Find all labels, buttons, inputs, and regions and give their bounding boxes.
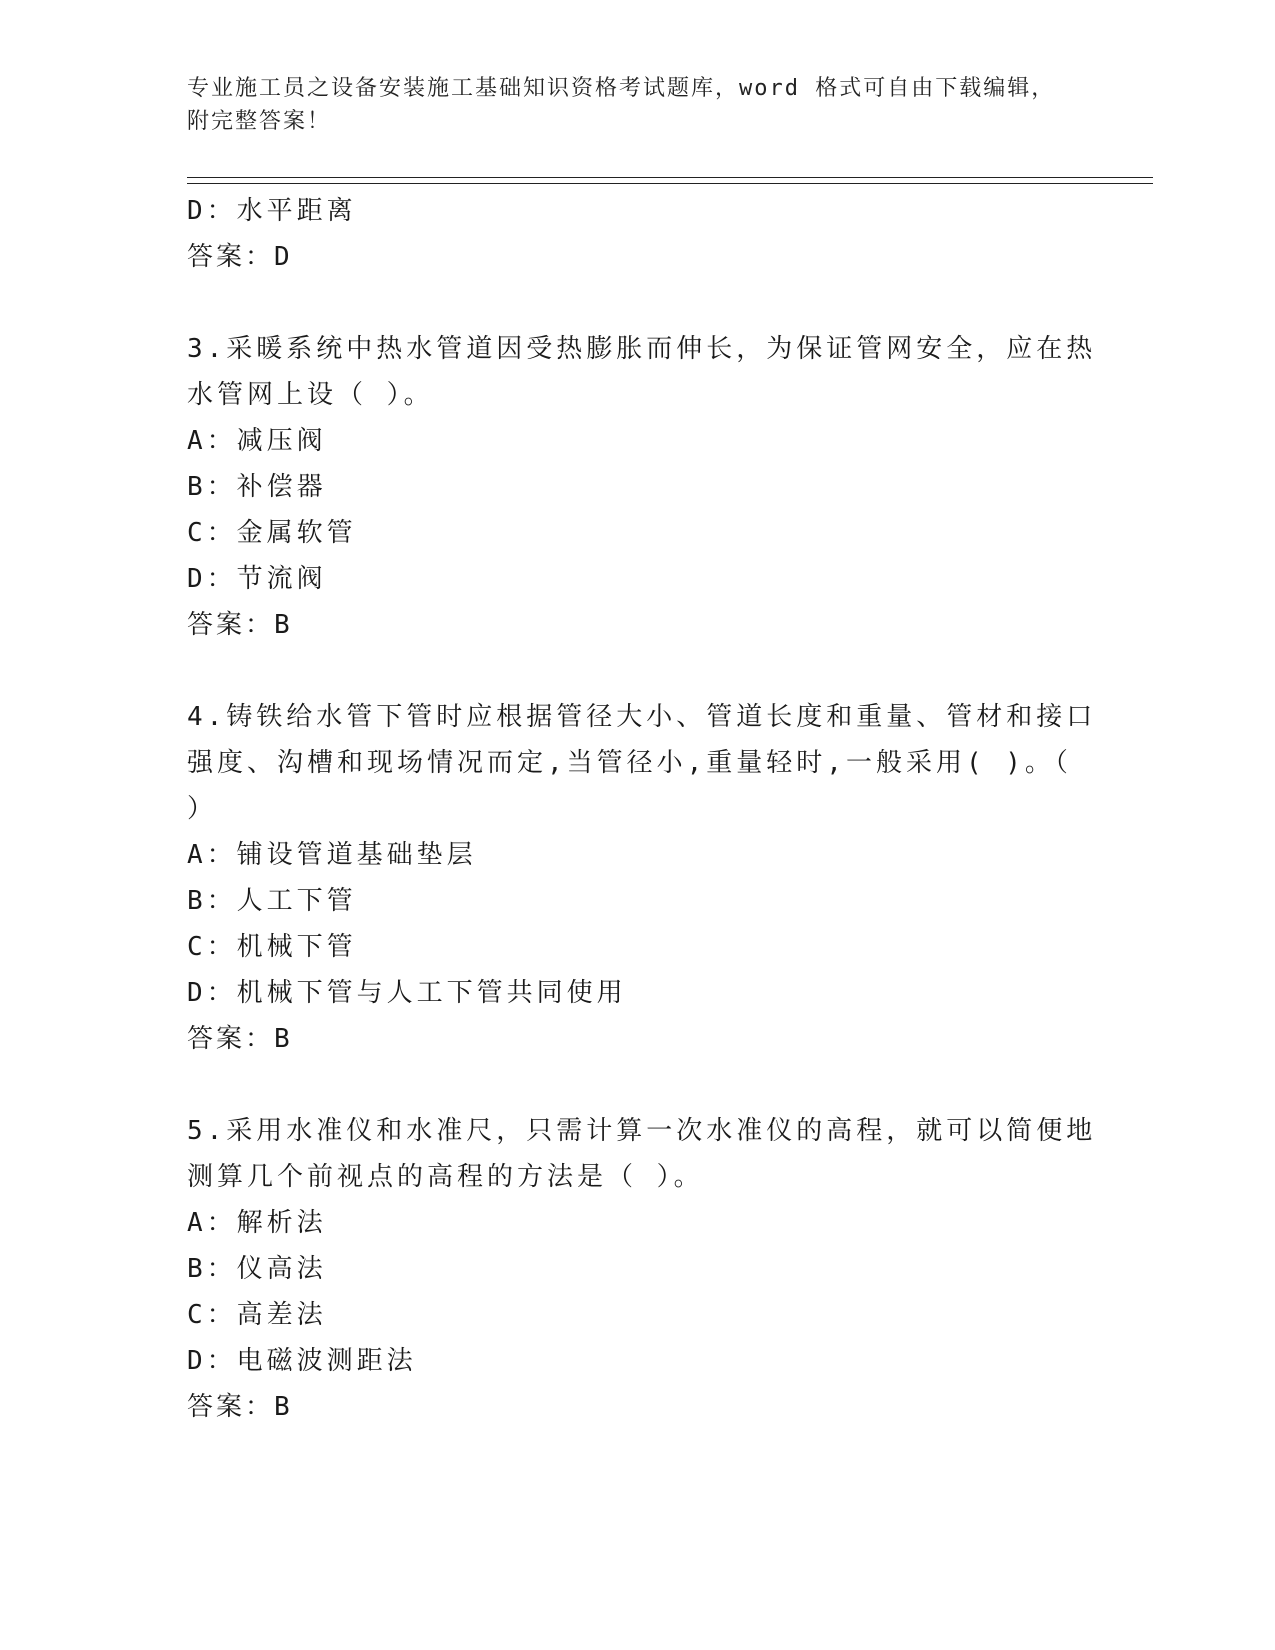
option-d: D：水平距离 <box>187 196 357 226</box>
header-text: 专业施工员之设备安装施工基础知识资格考试题库，word 格式可自由下载编辑，附完整答案！ <box>187 76 1056 134</box>
option-c: C：金属软管 <box>187 518 357 548</box>
question-4 <box>187 694 1097 1062</box>
question-stem-line: 强度、沟槽和现场情况而定,当管径小,重量轻时,一般采用( )。（ <box>187 748 1072 778</box>
answer-line: 答案：B <box>187 1024 293 1054</box>
option-a: A：铺设管道基础垫层 <box>187 840 477 870</box>
question-content <box>187 188 1097 1430</box>
option-b: B：人工下管 <box>187 886 357 916</box>
answer-line: 答案：B <box>187 1392 293 1422</box>
question-stem-line: 3.采暖系统中热水管道因受热膨胀而伸长，为保证管网安全，应在热 <box>187 334 1097 364</box>
option-c: C：高差法 <box>187 1300 327 1330</box>
spacer <box>187 1062 1067 1108</box>
option-b: B：补偿器 <box>187 472 327 502</box>
header-rule-top <box>187 177 1153 178</box>
spacer <box>187 648 1067 694</box>
answer-line: 答案：D <box>187 242 293 272</box>
option-d: D：节流阀 <box>187 564 327 594</box>
document-header <box>187 72 1067 138</box>
option-a: A：减压阀 <box>187 426 327 456</box>
option-c: C：机械下管 <box>187 932 357 962</box>
question-stem-line: 测算几个前视点的高程的方法是（ ）。 <box>187 1162 704 1192</box>
answer-line: 答案：B <box>187 610 293 640</box>
option-d: D：机械下管与人工下管共同使用 <box>187 978 627 1008</box>
header-rule-bottom <box>187 183 1153 184</box>
spacer <box>187 280 1067 326</box>
option-a: A：解析法 <box>187 1208 327 1238</box>
question-3 <box>187 326 1097 648</box>
question-stem-line: 水管网上设（ ）。 <box>187 380 434 410</box>
question-stem-line: ） <box>187 794 218 824</box>
question-2-tail <box>187 188 1067 280</box>
option-d: D：电磁波测距法 <box>187 1346 417 1376</box>
question-stem-line: 5.采用水准仪和水准尺，只需计算一次水准仪的高程，就可以简便地 <box>187 1116 1097 1146</box>
option-b: B：仪高法 <box>187 1254 327 1284</box>
question-stem-line: 4.铸铁给水管下管时应根据管径大小、管道长度和重量、管材和接口 <box>187 702 1097 732</box>
question-5 <box>187 1108 1097 1430</box>
